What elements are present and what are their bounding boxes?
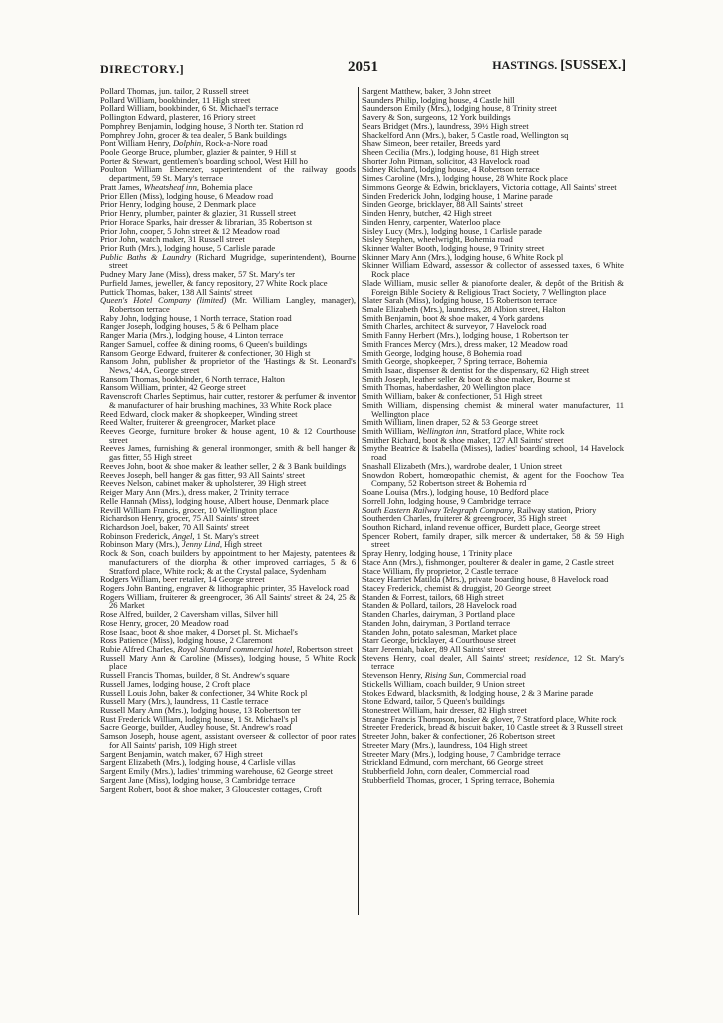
entry-text: (Mr. William Langley, manager), Robertson terrace: [109, 295, 356, 314]
entry-text: Sargent Emily (Mrs.), ladies' trimming warehouse, 62 George street: [100, 766, 333, 777]
directory-entry: [100, 444, 356, 461]
entry-text: Sisley Stephen, wheelwright, Bohemia road: [362, 234, 513, 245]
entry-italic-text: Royal Standard commercial hotel,: [177, 644, 295, 654]
entry-text: Smith George, shopkeeper, 7 Spring terrace, Bohemia: [362, 356, 548, 367]
entry-text: Sargent Robert, boot & shoe maker, 3 Gloucester cottages, Croft: [100, 783, 322, 794]
entry-text: Slater Sarah (Miss), lodging house, 15 Robertson terrace: [362, 295, 557, 306]
entry-text: Smith William, dispensing chemist & mineral water manufacturer, 11 Wellington place: [362, 399, 624, 419]
entry-text: Russell Louis John, baker & confectioner, 34 White Rock pl: [100, 687, 308, 698]
entry-text: Smith William,: [362, 426, 417, 437]
entry-text: Samson Joseph, house agent, assistant overseer & collector of poor rates for All Saints' parish, 109 High street: [100, 731, 356, 750]
entry-text: Skinner Walter Booth, lodging house, 9 Trinity street: [362, 242, 545, 253]
entry-text: Russell Francis Thomas, builder, 8 St. Andrew's square: [100, 670, 290, 681]
entry-text: Prior John, watch maker, 31 Russell street: [100, 234, 245, 245]
entry-text: Smith Thomas, haberdasher, 20 Wellington place: [362, 382, 531, 393]
entry-text: Prior Henry, lodging house, 2 Denmark place: [100, 199, 257, 210]
entry-text: Southon Richard, inland revenue officer, Burdett place, George street: [362, 521, 601, 532]
entry-text: , Stratford place, White rock: [466, 426, 565, 437]
entry-text: Rose Henry, grocer, 20 Meadow road: [100, 617, 229, 628]
entry-text: Simes Caroline (Mrs.), lodging house, 28 White Rock place: [362, 173, 568, 184]
entry-text: Stacey Frederick, chemist & druggist, 20 George street: [362, 582, 552, 593]
entry-text: Prior Henry, plumber, painter & glazier, 31 Russell street: [100, 208, 297, 219]
entry-text: Ranger Maria (Mrs.), lodging house, 4 Linton terrace: [100, 330, 284, 341]
entry-text: Sargent Matthew, baker, 3 John street: [362, 86, 492, 96]
entry-text: Pollard Thomas, jun. tailor, 2 Russell street: [100, 86, 249, 96]
entry-text: , Bohemia place: [196, 181, 253, 192]
directory-entry: [100, 392, 356, 409]
entry-text: Sargent Jane (Miss), lodging house, 3 Cambridge terrace: [100, 774, 296, 785]
entry-text: Snowdon Robert, homœopathic chemist, & agent for the Foochow Tea Company, 52 Robertson street & Bohemia rd: [362, 469, 624, 489]
entry-text: Pudney Mary Jane (Miss), dress maker, 57 St. Mary's ter: [100, 269, 296, 280]
entry-text: Sinden Frederick John, lodging house, 1 Marine parade: [362, 190, 553, 201]
entry-text: Southerden Charles, fruiterer & greengrocer, 35 High street: [362, 513, 567, 524]
directory-column-left: [100, 87, 356, 793]
entry-text: Ranger Samuel, coffee & dining rooms, 6 Queen's buildings: [100, 338, 308, 349]
entry-text: Reeves Joseph, bell hanger & gas fitter, 93 All Saints' street: [100, 469, 306, 480]
entry-text: Prior Horace Sparks, hair dresser & librarian, 35 Robertson st: [100, 216, 313, 227]
entry-text: Pollard William, bookbinder, 6 St. Michael's terrace: [100, 103, 279, 114]
entry-text: Starr George, bricklayer, 4 Courthouse street: [362, 635, 516, 646]
entry-text: Sheen Cecilia (Mrs.), lodging house, 81 High street: [362, 147, 540, 158]
entry-text: Streeter Mary (Mrs.), laundress, 104 High street: [362, 739, 528, 750]
entry-text: Russell Mary (Mrs.), laundress, 11 Castle terrace: [100, 696, 269, 707]
entry-text: Reeves James, furnishing & general ironmonger, smith & bell hanger & gas fitter, 55 High street: [100, 443, 356, 463]
entry-text: Rust Frederick William, lodging house, 1 St. Michael's pl: [100, 713, 298, 724]
entry-text: , Railway station, Priory: [512, 504, 597, 515]
directory-entry: [362, 776, 624, 785]
directory-column-right: [362, 87, 624, 785]
entry-text: Robinson Frederick,: [100, 530, 173, 541]
directory-entry: [362, 261, 624, 278]
entry-text: Ransom John, publisher & proprietor of the 'Hastings & St. Leonard's News,' 44A, George street: [100, 356, 356, 375]
entry-text: Sears Bridget (Mrs.), laundress, 39½ High street: [362, 120, 529, 131]
entry-text: Sargent Benjamin, watch maker, 67 High street: [100, 748, 263, 759]
entry-italic-text: Rising Sun: [424, 670, 462, 681]
entry-text: Smith Fanny Herbert (Mrs.), lodging house, 1 Robertson ter: [362, 330, 569, 341]
entry-text: Relle Hannah (Miss), lodging house, Albert house, Denmark place: [100, 495, 329, 506]
directory-entry: [362, 401, 624, 418]
directory-entry: [100, 654, 356, 671]
entry-text: Raby John, lodging house, 1 North terrace, Station road: [100, 312, 292, 323]
entry-text: Poole George Bruce, plumber, glazier & painter, 9 Hill st: [100, 147, 297, 158]
entry-text: Standen John, potato salesman, Market place: [362, 626, 517, 637]
entry-text: Rose Isaac, boot & shoe maker, 4 Dorset pl. St. Michael's: [100, 626, 298, 637]
entry-text: Simmons George & Edwin, bricklayers, Victoria cottage, All Saints' street: [362, 181, 617, 192]
entry-text: Ransom Thomas, bookbinder, 6 North terrace, Halton: [100, 373, 285, 384]
entry-text: Smith William, linen draper, 52 & 53 George street: [362, 417, 539, 428]
entry-text: Saunderson Emily (Mrs.), lodging house, 8 Trinity street: [362, 103, 557, 114]
directory-entry: [100, 593, 356, 610]
directory-entry: [100, 785, 356, 794]
entry-text: Ranger Joseph, lodging houses, 5 & 6 Pelham place: [100, 321, 279, 332]
entry-text: Reeves Nelson, cabinet maker & upholsterer, 39 High street: [100, 478, 307, 489]
entry-text: Stone Edward, tailor, 5 Queen's buildings: [362, 696, 505, 707]
entry-text: Pomphrey Benjamin, lodging house, 3 North ter. Station rd: [100, 120, 304, 131]
entry-text: Stevenson Henry,: [362, 670, 425, 681]
column-divider: [358, 87, 359, 915]
entry-text: Smith William, baker & confectioner, 51 High street: [362, 391, 543, 402]
entry-text: Sisley Lucy (Mrs.), lodging house, 1 Carlisle parade: [362, 225, 542, 236]
entry-text: , 12 St. Mary's terrace: [371, 652, 625, 672]
entry-italic-text: Angel: [172, 530, 193, 541]
entry-text: Standen Charles, dairyman, 3 Portland place: [362, 609, 515, 620]
entry-italic-text: residence: [534, 652, 567, 663]
directory-entry: [100, 357, 356, 374]
entry-text: Smith George, lodging house, 8 Bohemia road: [362, 347, 522, 358]
entry-text: Spencer Robert, family draper, silk mercer & undertaker, 58 & 59 High street: [362, 530, 624, 550]
entry-italic-text: Jenny Lind: [181, 539, 220, 550]
entry-text: Sorrell John, lodging house, 9 Cambridge terrace: [362, 495, 531, 506]
directory-entry: [100, 253, 356, 270]
entry-text: Streeter John, baker & confectioner, 26 Robertson street: [362, 731, 556, 742]
directory-entry: [362, 654, 624, 671]
entry-text: Streeter Mary (Mrs.), lodging house, 7 Cambridge terrace: [362, 748, 561, 759]
entry-italic-text: Wheatsheaf inn: [143, 181, 197, 192]
entry-text: Smith Benjamin, boot & shoe maker, 4 York gardens: [362, 312, 544, 323]
entry-text: Streeter Frederick, bread & biscuit baker, 10 Castle street & 3 Russell street: [362, 722, 623, 733]
entry-text: Ransom William, printer, 42 George street: [100, 382, 246, 393]
directory-entry: [100, 549, 356, 575]
entry-text: Rose Alfred, builder, 2 Caversham villas, Silver hill: [100, 609, 279, 620]
entry-text: Pomphrey John, grocer & tea dealer, 5 Bank buildings: [100, 129, 287, 140]
entry-text: Shackelford Ann (Mrs.), baker, 5 Castle road, Wellington sq: [362, 129, 569, 140]
entry-text: Stickells William, coach builder, 9 Union street: [362, 678, 525, 689]
entry-italic-text: Dolphin: [172, 138, 202, 149]
entry-text: Prior John, cooper, 5 John street & 12 Meadow road: [100, 225, 280, 236]
entry-text: , High street: [219, 539, 263, 550]
entry-text: Standen & Pollard, tailors, 28 Havelock road: [362, 600, 517, 611]
entry-text: Russell Mary Ann (Mrs.), lodging house, 13 Robertson ter: [100, 705, 301, 716]
directory-entry: [362, 532, 624, 549]
entry-text: Sacre George, builder, Audley house, St. Andrew's road: [100, 722, 292, 733]
entry-text: Skinner Mary Ann (Mrs.), lodging house, 6 White Rock pl: [362, 251, 564, 262]
entry-text: Stubberfield Thomas, grocer, 1 Spring terrace, Bohemia: [362, 774, 555, 785]
entry-text: Slade William, music seller & pianoforte dealer, & depôt of the British & Foreign Bible Society & Religious Tract Society, 7 Wellington place: [362, 277, 624, 297]
entry-text: Reed Edward, clock maker & shopkeeper, Winding street: [100, 408, 298, 419]
directory-entry: [362, 444, 624, 461]
entry-text: Rodgers William, beer retailer, 14 George street: [100, 574, 265, 585]
entry-text: Ransom George Edward, fruiterer & confectioner, 30 High st: [100, 347, 311, 358]
entry-text: Stonestreet William, hair dresser, 82 High street: [362, 705, 527, 716]
entry-text: , Rock-a-Nore road: [201, 138, 268, 149]
entry-text: Smith Frances Mercy (Mrs.), dress maker, 12 Meadow road: [362, 338, 568, 349]
entry-text: Standen John, dairyman, 3 Portland terrace: [362, 617, 511, 628]
entry-italic-text: South Eastern Railway Telegraph Company: [362, 504, 513, 515]
town: HASTINGS.: [492, 58, 558, 72]
entry-text: Ross Patience (Miss), lodging house, 2 Claremont: [100, 635, 273, 646]
running-title: DIRECTORY.]: [100, 62, 185, 76]
entry-text: Stacey Harriet Matilda (Mrs.), private boarding house, 8 Havelock road: [362, 574, 609, 585]
entry-text: Smythe Beatrice & Isabella (Misses), ladies' boarding school, 14 Havelock road: [362, 443, 624, 463]
entry-text: Poulton William Ebenezer, superintendent of the railway goods department, 59 St. Mary's terrace: [100, 164, 356, 184]
entry-text: Reed Walter, fruiterer & greengrocer, Market place: [100, 417, 276, 428]
entry-text: Smale Elizabeth (Mrs.), laundress, 28 Albion street, Halton: [362, 303, 566, 314]
entry-italic-text: Queen's Hotel Company (limited): [100, 295, 227, 306]
entry-text: Shorter John Pitman, solicitor, 43 Havelock road: [362, 155, 530, 166]
page-number: 2051: [348, 59, 378, 75]
entry-text: Rogers John Banting, engraver & lithographic printer, 35 Havelock road: [100, 582, 350, 593]
entry-text: Reeves George, furniture broker & house agent, 10 & 12 Courthouse street: [100, 426, 356, 445]
entry-text: Prior Ruth (Mrs.), lodging house, 5 Carlisle parade: [100, 242, 276, 253]
entry-text: Smither Richard, boot & shoe maker, 127 All Saints' street: [362, 434, 564, 445]
running-location: [492, 58, 626, 74]
entry-text: Purfield James, jeweller, & fancy repository, 27 White Rock place: [100, 277, 328, 288]
entry-text: Reiger Mary Ann (Mrs.), dress maker, 2 Trinity terrace: [100, 487, 289, 498]
county: [SUSSEX.]: [560, 58, 626, 73]
entry-text: Standen & Forrest, tailors, 68 High street: [362, 591, 504, 602]
entry-text: Robinson Mary (Mrs.),: [100, 539, 182, 550]
entry-text: Stevens Henry, coal dealer, All Saints' street;: [362, 652, 535, 663]
entry-text: Starr Jeremiah, baker, 89 All Saints' street: [362, 644, 506, 654]
entry-text: Pollington Edward, plasterer, 16 Priory street: [100, 112, 256, 123]
entry-text: Sinden George, bricklayer, 88 All Saints' street: [362, 199, 523, 210]
entry-text: Stokes Edward, blacksmith, & lodging house, 2 & 3 Marine parade: [362, 687, 594, 698]
entry-text: Rock & Son, coach builders by appointment to her Majesty, patentees & manufacturers of the diorpha & other improved carriages, 5 & 6 Stratford place, White rock; & at the Crystal palace, Sydenham: [100, 548, 356, 576]
entry-text: Stace Ann (Mrs.), fishmonger, poulterer & dealer in game, 2 Castle street: [362, 556, 614, 567]
entry-text: Richardson Henry, grocer, 75 All Saints' street: [100, 513, 260, 524]
entry-text: Pollard William, bookbinder, 11 High street: [100, 94, 251, 105]
entry-italic-text: Wellington inn: [416, 426, 467, 437]
entry-text: Rubie Alfred Charles,: [100, 644, 178, 654]
entry-text: Smith Charles, architect & surveyor, 7 Havelock road: [362, 321, 547, 332]
entry-text: Puttick Thomas, baker, 138 All Saints' street: [100, 286, 253, 297]
entry-text: Shaw Simeon, beer retailer, Breeds yard: [362, 138, 501, 149]
entry-text: Rogers William, fruiterer & greengrocer, 36 All Saints' street & 24, 25 & 26 Market: [100, 591, 356, 611]
directory-entry: [100, 296, 356, 313]
entry-text: Smith Joseph, leather seller & boot & shoe maker, Bourne st: [362, 373, 571, 384]
entry-text: Skinner William Edward, assessor & collector of assessed taxes, 6 White Rock place: [362, 260, 624, 280]
entry-text: Russell Mary Ann & Caroline (Misses), lodging house, 5 White Rock place: [100, 652, 356, 672]
entry-text: , Commercial road: [461, 670, 526, 681]
entry-text: Savery & Son, surgeons, 12 York buildings: [362, 112, 511, 123]
entry-text: Robertson street: [294, 644, 353, 654]
entry-text: Prior Ellen (Miss), lodging house, 6 Meadow road: [100, 190, 274, 201]
directory-entry: [100, 165, 356, 182]
entry-text: Sidney Richard, lodging house, 4 Robertson terrace: [362, 164, 540, 175]
directory-entry: [362, 471, 624, 488]
entry-text: Ravenscroft Charles Septimus, hair cutter, restorer & perfumer & inventor & manufacturer of hair brushing machines, 33 White Rock place: [100, 391, 356, 410]
entry-text: Revill William Francis, grocer, 10 Wellington place: [100, 504, 278, 515]
entry-text: Stace William, fly proprietor, 2 Castle terrace: [362, 565, 519, 576]
entry-text: (Richard Mugridge, superintendent), Bourne street: [109, 251, 357, 271]
entry-text: Saunders Philip, lodging house, 4 Castle hill: [362, 94, 515, 105]
entry-text: Snashall Elizabeth (Mrs.), wardrobe dealer, 1 Union street: [362, 460, 563, 471]
entry-text: Pont William Henry,: [100, 138, 173, 149]
entry-text: Sinden Henry, butcher, 42 High street: [362, 208, 492, 219]
entry-text: Sargent Elizabeth (Mrs.), lodging house, 4 Carlisle villas: [100, 757, 296, 768]
entry-text: Reeves John, boot & shoe maker & leather seller, 2 & 3 Bank buildings: [100, 460, 347, 471]
entry-text: Sinden Henry, carpenter, Waterloo place: [362, 216, 501, 227]
entry-text: Richardson Joel, baker, 70 All Saints' street: [100, 521, 250, 532]
entry-text: , 1 St. Mary's street: [192, 530, 259, 541]
entry-text: Russell James, lodging house, 2 Croft place: [100, 678, 251, 689]
entry-italic-text: Public Baths & Laundry: [100, 251, 192, 262]
page-header: [100, 58, 626, 78]
entry-text: Pratt James,: [100, 181, 144, 192]
directory-entry: [362, 279, 624, 296]
entry-text: Strickland Edmund, corn merchant, 66 George street: [362, 757, 544, 768]
entry-text: Porter & Stewart, gentlemen's boarding school, West Hill ho: [100, 155, 308, 166]
entry-text: Smith Isaac, dispenser & dentist for the dispensary, 62 High street: [362, 365, 590, 375]
directory-entry: [100, 732, 356, 749]
directory-entry: [100, 427, 356, 444]
entry-text: Stubberfield John, corn dealer, Commercial road: [362, 766, 530, 777]
entry-text: Spray Henry, lodging house, 1 Trinity place: [362, 548, 513, 559]
entry-text: Strange Francis Thompson, hosier & glover, 7 Stratford place, White rock: [362, 713, 617, 724]
entry-text: Soane Louisa (Mrs.), lodging house, 10 Bedford place: [362, 487, 549, 498]
